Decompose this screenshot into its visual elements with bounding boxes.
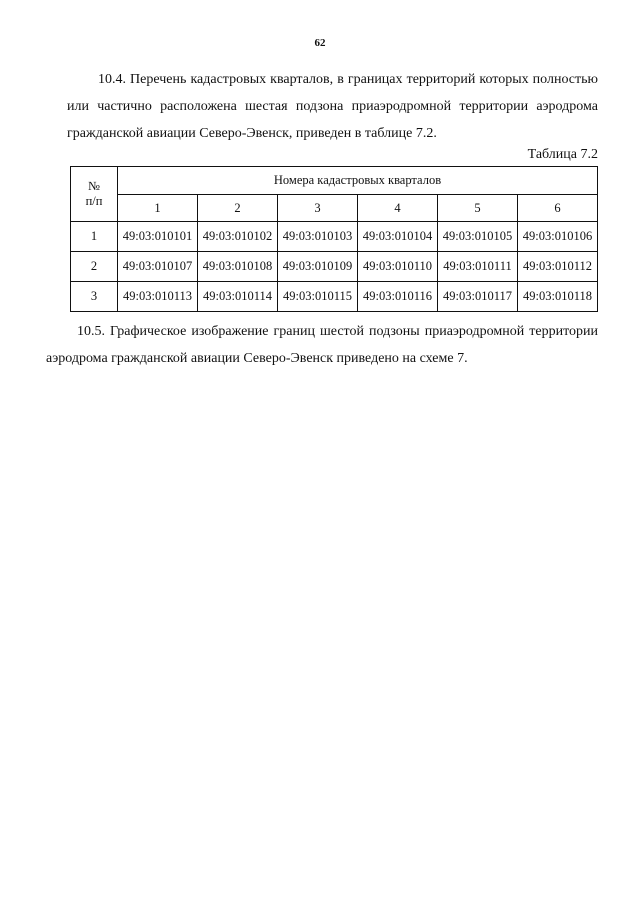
table-cell: 49:03:010108: [198, 252, 278, 282]
table-cell: 49:03:010117: [438, 282, 518, 312]
paragraph-10-4: 10.4. Перечень кадастровых кварталов, в границах территорий которых полностью или частично расположена шестая подзона приаэродромной территории аэродрома гражданской авиации Северо-Эвенск, приведен в таблице 7.2.: [67, 72, 598, 141]
table-cell: 49:03:010107: [118, 252, 198, 282]
row-number: 2: [71, 252, 118, 282]
header-num-symbol: №: [88, 179, 100, 193]
table-cell: 49:03:010102: [198, 222, 278, 252]
table-cell: 49:03:010116: [358, 282, 438, 312]
table-cell: 49:03:010113: [118, 282, 198, 312]
table-cell: 49:03:010111: [438, 252, 518, 282]
table-cell: 49:03:010103: [278, 222, 358, 252]
column-header: 6: [518, 195, 598, 222]
table-cell: 49:03:010115: [278, 282, 358, 312]
header-cadastral-numbers: Номера кадастровых кварталов: [118, 167, 598, 195]
table-row: [71, 252, 598, 282]
cadastral-quarters-table: [70, 166, 598, 312]
table-row: [71, 282, 598, 312]
header-row-number: [71, 167, 118, 222]
column-header: 1: [118, 195, 198, 222]
column-header: 5: [438, 195, 518, 222]
table-cell: 49:03:010101: [118, 222, 198, 252]
table-cell: 49:03:010106: [518, 222, 598, 252]
column-header: 3: [278, 195, 358, 222]
row-number: 1: [71, 222, 118, 252]
paragraph-10-5: 10.5. Графическое изображение границ шестой подзоны приаэродромной территории аэродрома гражданской авиации Северо-Эвенск приведено на схеме 7.: [46, 324, 598, 366]
page-number: 62: [314, 37, 326, 49]
table-cell: 49:03:010109: [278, 252, 358, 282]
column-header: 4: [358, 195, 438, 222]
column-header: 2: [198, 195, 278, 222]
table-cell: 49:03:010112: [518, 252, 598, 282]
table-cell: 49:03:010105: [438, 222, 518, 252]
header-num-abbrev: п/п: [85, 194, 103, 208]
table-caption: Таблица 7.2: [527, 147, 598, 162]
table-cell: 49:03:010110: [358, 252, 438, 282]
row-number: 3: [71, 282, 118, 312]
table-cell: 49:03:010104: [358, 222, 438, 252]
table-row: [71, 222, 598, 252]
table-cell: 49:03:010114: [198, 282, 278, 312]
table-cell: 49:03:010118: [518, 282, 598, 312]
